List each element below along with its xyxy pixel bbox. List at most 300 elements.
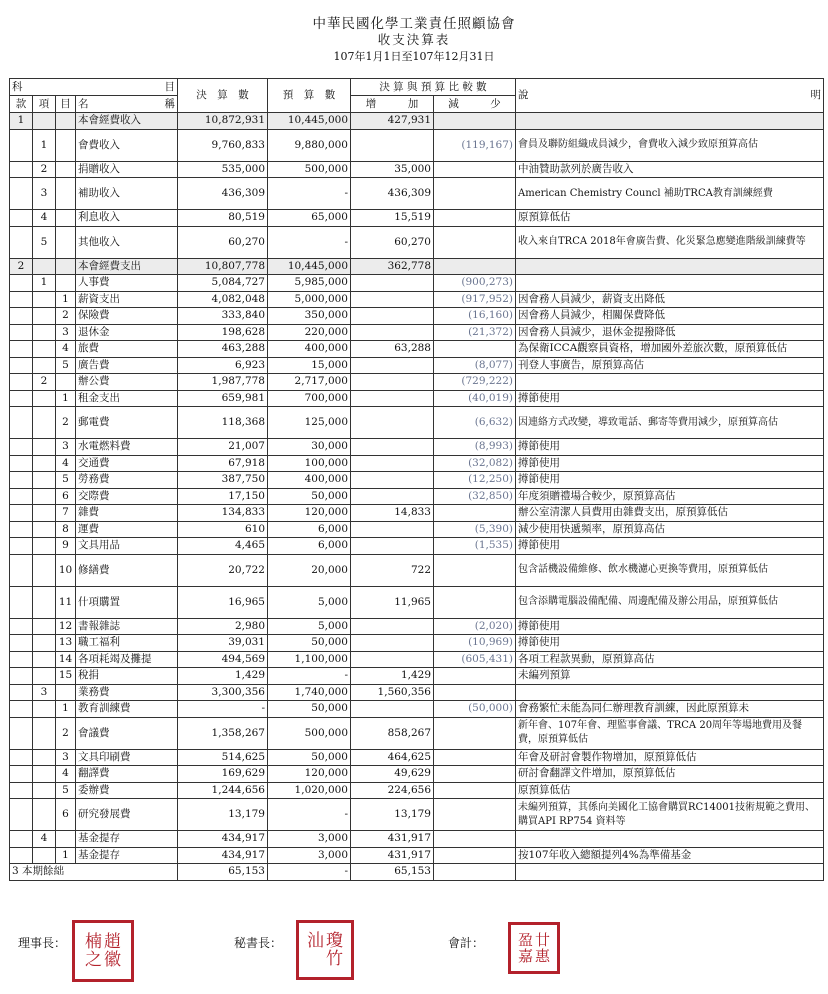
increase-value [351, 488, 434, 505]
actual-value: 3,300,356 [178, 684, 268, 701]
budget-value: 9,880,000 [268, 129, 351, 161]
item-name: 什項購置 [76, 586, 178, 618]
budget-value: 3,000 [268, 847, 351, 864]
decrease-value: (50,000) [434, 701, 516, 718]
budget-value: 1,740,000 [268, 684, 351, 701]
actual-value: 80,519 [178, 210, 268, 227]
item-name: 利息收入 [76, 210, 178, 227]
accountant-label: 會計： [448, 936, 485, 950]
actual-value: 434,917 [178, 831, 268, 848]
kuan-cell [10, 472, 33, 489]
surplus-decrease [434, 864, 516, 881]
increase-value: 15,519 [351, 210, 434, 227]
xiang-cell: 2 [33, 374, 56, 391]
mu-cell: 13 [56, 635, 76, 652]
decrease-value: (10,969) [434, 635, 516, 652]
actual-value: 134,833 [178, 505, 268, 522]
remark-text: 因連絡方式改變，導致電話、郵寄等費用減少，原預算高估 [516, 407, 824, 439]
remark-text: 辦公室清潔人員費用由雜費支出，原預算低估 [516, 505, 824, 522]
surplus-actual: 65,153 [178, 864, 268, 881]
actual-value: 1,244,656 [178, 782, 268, 799]
budget-value: 5,000 [268, 618, 351, 635]
kuan-cell [10, 275, 33, 292]
table-row [10, 701, 824, 718]
budget-value: - [268, 799, 351, 831]
table-row [10, 357, 824, 374]
actual-value: 4,465 [178, 538, 268, 555]
budget-value: 30,000 [268, 439, 351, 456]
xiang-cell [33, 113, 56, 130]
kuan-cell: 2 [10, 258, 33, 275]
mu-cell: 1 [56, 291, 76, 308]
mu-cell: 14 [56, 651, 76, 668]
remark-text: 撙節使用 [516, 455, 824, 472]
budget-value: 400,000 [268, 341, 351, 358]
item-name: 保險費 [76, 308, 178, 325]
decrease-value: (1,535) [434, 538, 516, 555]
xiang-cell [33, 618, 56, 635]
kuan-cell [10, 668, 33, 685]
actual-value: 1,358,267 [178, 717, 268, 749]
actual-value: 1,987,778 [178, 374, 268, 391]
remark-text: 因會務人員減少，退休金提撥降低 [516, 324, 824, 341]
table-row [10, 407, 824, 439]
remark-text [516, 258, 824, 275]
budget-value: - [268, 178, 351, 210]
increase-value: 431,917 [351, 847, 434, 864]
mu-cell: 2 [56, 717, 76, 749]
mu-cell: 3 [56, 439, 76, 456]
remark-text: 年度須贈禮場合較少，原預算高估 [516, 488, 824, 505]
item-name: 文具印刷費 [76, 749, 178, 766]
xiang-cell [33, 717, 56, 749]
table-row [10, 341, 824, 358]
item-name: 補助收入 [76, 178, 178, 210]
kuan-cell [10, 374, 33, 391]
mu-cell: 4 [56, 455, 76, 472]
increase-value [351, 651, 434, 668]
surplus-row [10, 864, 824, 881]
decrease-header: 減 少 [434, 96, 516, 113]
actual-value: 118,368 [178, 407, 268, 439]
mu-cell: 11 [56, 586, 76, 618]
kuan-cell [10, 521, 33, 538]
increase-value: 13,179 [351, 799, 434, 831]
remark-text: 年會及研討會製作物增加，原預算低估 [516, 749, 824, 766]
kuan-cell [10, 308, 33, 325]
decrease-value [434, 717, 516, 749]
subject-header: 科 目 [10, 79, 178, 96]
table-row [10, 210, 824, 227]
mu-cell: 4 [56, 766, 76, 783]
decrease-value [434, 847, 516, 864]
mu-cell: 6 [56, 488, 76, 505]
budget-value: 700,000 [268, 390, 351, 407]
item-name: 基金提存 [76, 847, 178, 864]
actual-value: - [178, 701, 268, 718]
mu-cell: 4 [56, 341, 76, 358]
kuan-cell [10, 439, 33, 456]
decrease-value: (2,020) [434, 618, 516, 635]
budget-value: 1,100,000 [268, 651, 351, 668]
mu-cell [56, 129, 76, 161]
item-name: 其他收入 [76, 226, 178, 258]
decrease-value: (917,952) [434, 291, 516, 308]
table-row [10, 226, 824, 258]
actual-value: 17,150 [178, 488, 268, 505]
xiang-cell [33, 554, 56, 586]
mu-cell [56, 113, 76, 130]
xiang-cell [33, 766, 56, 783]
item-name: 基金提存 [76, 831, 178, 848]
item-name: 水電燃料費 [76, 439, 178, 456]
xiang-cell: 2 [33, 161, 56, 178]
table-row [10, 749, 824, 766]
xiang-cell: 1 [33, 275, 56, 292]
remark-text: 新年會、107年會、理監事會議、TRCA 20周年等場地費用及餐費，原預算低估 [516, 717, 824, 749]
increase-header: 增 加 [351, 96, 434, 113]
increase-value [351, 701, 434, 718]
table-row [10, 113, 824, 130]
table-row [10, 782, 824, 799]
decrease-value: (40,019) [434, 390, 516, 407]
budget-value: 120,000 [268, 766, 351, 783]
decrease-value [434, 799, 516, 831]
decrease-value: (8,077) [434, 357, 516, 374]
actual-value: 39,031 [178, 635, 268, 652]
xiang-cell [33, 635, 56, 652]
mu-cell: 5 [56, 782, 76, 799]
table-row [10, 324, 824, 341]
kuan-cell [10, 766, 33, 783]
item-name: 廣告費 [76, 357, 178, 374]
mu-cell: 1 [56, 390, 76, 407]
remark-text [516, 831, 824, 848]
actual-value: 13,179 [178, 799, 268, 831]
xiang-cell [33, 407, 56, 439]
budget-header: 預 算 數 [268, 79, 351, 113]
item-name: 本會經費支出 [76, 258, 178, 275]
kuan-cell [10, 749, 33, 766]
kuan-cell [10, 210, 33, 227]
xiang-cell: 4 [33, 831, 56, 848]
increase-value [351, 324, 434, 341]
xiang-cell [33, 782, 56, 799]
decrease-value: (8,993) [434, 439, 516, 456]
decrease-value: (5,390) [434, 521, 516, 538]
remark-text: 未編列預算，其係向美國化工協會購買RC14001技術規範之費用、購買API RP754 資料等 [516, 799, 824, 831]
item-name: 辦公費 [76, 374, 178, 391]
actual-value: 6,923 [178, 357, 268, 374]
mu-cell: 3 [56, 324, 76, 341]
xiang-cell [33, 749, 56, 766]
increase-value: 362,778 [351, 258, 434, 275]
budget-value: 6,000 [268, 521, 351, 538]
mu-header: 目 [56, 96, 76, 113]
mu-cell: 7 [56, 505, 76, 522]
xiang-cell: 5 [33, 226, 56, 258]
kuan-cell [10, 701, 33, 718]
budget-value: 2,717,000 [268, 374, 351, 391]
item-name: 郵電費 [76, 407, 178, 439]
increase-value: 35,000 [351, 161, 434, 178]
increase-value [351, 521, 434, 538]
remark-text: 會員及聯防組織成員減少，會費收入減少致原預算高估 [516, 129, 824, 161]
xiang-cell [33, 258, 56, 275]
budget-value: 20,000 [268, 554, 351, 586]
actual-value: 10,807,778 [178, 258, 268, 275]
name-header: 名 稱 [76, 96, 178, 113]
remark-text: 各項工程款異動，原預算高估 [516, 651, 824, 668]
decrease-value: (900,273) [434, 275, 516, 292]
kuan-cell [10, 390, 33, 407]
xiang-cell [33, 291, 56, 308]
kuan-header: 款 [10, 96, 33, 113]
increase-value [351, 455, 434, 472]
table-row [10, 538, 824, 555]
xiang-cell [33, 505, 56, 522]
mu-cell: 6 [56, 799, 76, 831]
table-row [10, 472, 824, 489]
mu-cell: 15 [56, 668, 76, 685]
table-row [10, 717, 824, 749]
mu-cell: 1 [56, 847, 76, 864]
remark-text: 撙節使用 [516, 635, 824, 652]
table-row [10, 390, 824, 407]
mu-cell: 3 [56, 749, 76, 766]
decrease-value [434, 668, 516, 685]
item-name: 旅費 [76, 341, 178, 358]
table-row [10, 668, 824, 685]
kuan-cell [10, 618, 33, 635]
decrease-value [434, 782, 516, 799]
increase-value: 60,270 [351, 226, 434, 258]
item-name: 業務費 [76, 684, 178, 701]
actual-value: 2,980 [178, 618, 268, 635]
budget-value: - [268, 226, 351, 258]
item-name: 修繕費 [76, 554, 178, 586]
budget-value: 6,000 [268, 538, 351, 555]
remark-text [516, 684, 824, 701]
table-row [10, 374, 824, 391]
xiang-cell [33, 357, 56, 374]
budget-value: 5,000,000 [268, 291, 351, 308]
remark-text [516, 275, 824, 292]
kuan-cell [10, 226, 33, 258]
budget-table [9, 78, 824, 881]
xiang-cell [33, 651, 56, 668]
budget-value: 50,000 [268, 701, 351, 718]
budget-value: 10,445,000 [268, 258, 351, 275]
budget-value: 5,985,000 [268, 275, 351, 292]
decrease-value: (16,160) [434, 308, 516, 325]
xiang-cell: 4 [33, 210, 56, 227]
chairman-seal: 楠 趙 之 徽 [72, 920, 134, 982]
actual-value: 514,625 [178, 749, 268, 766]
remark-text: 按107年收入總額提列4%為準備基金 [516, 847, 824, 864]
increase-value [351, 374, 434, 391]
actual-value: 5,084,727 [178, 275, 268, 292]
increase-value: 858,267 [351, 717, 434, 749]
mu-cell: 5 [56, 472, 76, 489]
mu-cell: 2 [56, 407, 76, 439]
increase-value [351, 635, 434, 652]
table-row [10, 129, 824, 161]
remark-text [516, 374, 824, 391]
table-row [10, 635, 824, 652]
decrease-value [434, 113, 516, 130]
statement-period: 107年1月1日至107年12月31日 [333, 50, 495, 63]
budget-value: 220,000 [268, 324, 351, 341]
table-row [10, 618, 824, 635]
item-name: 本會經費收入 [76, 113, 178, 130]
actual-value: 333,840 [178, 308, 268, 325]
kuan-cell [10, 651, 33, 668]
kuan-cell [10, 357, 33, 374]
mu-cell: 5 [56, 357, 76, 374]
remark-text: 未編列預算 [516, 668, 824, 685]
table-row [10, 455, 824, 472]
remark-text: 原預算低估 [516, 210, 824, 227]
actual-value: 610 [178, 521, 268, 538]
table-row [10, 275, 824, 292]
actual-value: 659,981 [178, 390, 268, 407]
remark-text: 撙節使用 [516, 390, 824, 407]
increase-value: 14,833 [351, 505, 434, 522]
actual-value: 198,628 [178, 324, 268, 341]
surplus-label: 3 本期餘絀 [10, 864, 178, 881]
decrease-value [434, 178, 516, 210]
item-name: 稅捐 [76, 668, 178, 685]
actual-value: 20,722 [178, 554, 268, 586]
item-name: 人事費 [76, 275, 178, 292]
xiang-cell [33, 701, 56, 718]
mu-cell: 8 [56, 521, 76, 538]
item-name: 交通費 [76, 455, 178, 472]
table-row [10, 161, 824, 178]
actual-value: 434,917 [178, 847, 268, 864]
actual-value: 387,750 [178, 472, 268, 489]
xiang-cell [33, 455, 56, 472]
increase-value: 427,931 [351, 113, 434, 130]
actual-value: 494,569 [178, 651, 268, 668]
budget-value: 15,000 [268, 357, 351, 374]
xiang-cell: 3 [33, 178, 56, 210]
table-row [10, 766, 824, 783]
remark-text: 包含添購電腦設備配備、周邊配備及辦公用品，原預算低估 [516, 586, 824, 618]
item-name: 教育訓練費 [76, 701, 178, 718]
xiang-cell [33, 390, 56, 407]
kuan-cell [10, 586, 33, 618]
increase-value [351, 357, 434, 374]
actual-value: 463,288 [178, 341, 268, 358]
kuan-cell [10, 407, 33, 439]
increase-value: 436,309 [351, 178, 434, 210]
accountant-seal: 盈 廿 嘉 惠 [508, 922, 560, 974]
mu-cell [56, 684, 76, 701]
xiang-cell [33, 586, 56, 618]
budget-value: 3,000 [268, 831, 351, 848]
actual-value: 436,309 [178, 178, 268, 210]
decrease-value: (6,632) [434, 407, 516, 439]
decrease-value: (32,082) [434, 455, 516, 472]
increase-value [351, 472, 434, 489]
mu-cell: 2 [56, 308, 76, 325]
decrease-value [434, 749, 516, 766]
table-row [10, 308, 824, 325]
item-name: 書報雜誌 [76, 618, 178, 635]
table-row [10, 651, 824, 668]
item-name: 翻譯費 [76, 766, 178, 783]
budget-value: 10,445,000 [268, 113, 351, 130]
budget-value: 125,000 [268, 407, 351, 439]
increase-value [351, 439, 434, 456]
actual-header: 決 算 數 [178, 79, 268, 113]
budget-value: 5,000 [268, 586, 351, 618]
decrease-value [434, 341, 516, 358]
increase-value [351, 538, 434, 555]
actual-value: 169,629 [178, 766, 268, 783]
kuan-cell [10, 635, 33, 652]
mu-cell [56, 275, 76, 292]
increase-value: 464,625 [351, 749, 434, 766]
xiang-cell [33, 799, 56, 831]
table-row [10, 684, 824, 701]
remark-text: 撙節使用 [516, 472, 824, 489]
budget-value: 500,000 [268, 717, 351, 749]
table-row [10, 847, 824, 864]
budget-value: 50,000 [268, 488, 351, 505]
increase-value [351, 129, 434, 161]
remark-text: 研討會翻譯文件增加，原預算低估 [516, 766, 824, 783]
table-row [10, 178, 824, 210]
increase-value [351, 390, 434, 407]
item-name: 薪資支出 [76, 291, 178, 308]
budget-value: 120,000 [268, 505, 351, 522]
decrease-value: (21,372) [434, 324, 516, 341]
kuan-cell [10, 847, 33, 864]
table-row [10, 799, 824, 831]
org-name: 中華民國化學工業責任照顧協會 [312, 16, 516, 32]
item-name: 各項耗竭及攤提 [76, 651, 178, 668]
table-row [10, 291, 824, 308]
mu-cell: 1 [56, 701, 76, 718]
remark-text: 撙節使用 [516, 618, 824, 635]
mu-cell [56, 210, 76, 227]
decrease-value [434, 766, 516, 783]
increase-value [351, 275, 434, 292]
table-row [10, 831, 824, 848]
table-body [10, 113, 824, 864]
kuan-cell [10, 341, 33, 358]
budget-value: 400,000 [268, 472, 351, 489]
compare-header: 決 算 與 預 算 比 較 數 [351, 79, 516, 96]
xiang-cell [33, 668, 56, 685]
item-name: 會議費 [76, 717, 178, 749]
increase-value [351, 291, 434, 308]
budget-value: 350,000 [268, 308, 351, 325]
kuan-cell [10, 488, 33, 505]
actual-value: 10,872,931 [178, 113, 268, 130]
decrease-value [434, 554, 516, 586]
kuan-cell [10, 178, 33, 210]
remark-text [516, 113, 824, 130]
budget-value: - [268, 668, 351, 685]
kuan-cell [10, 324, 33, 341]
item-name: 委辦費 [76, 782, 178, 799]
kuan-cell [10, 799, 33, 831]
header-row-1 [10, 79, 824, 96]
